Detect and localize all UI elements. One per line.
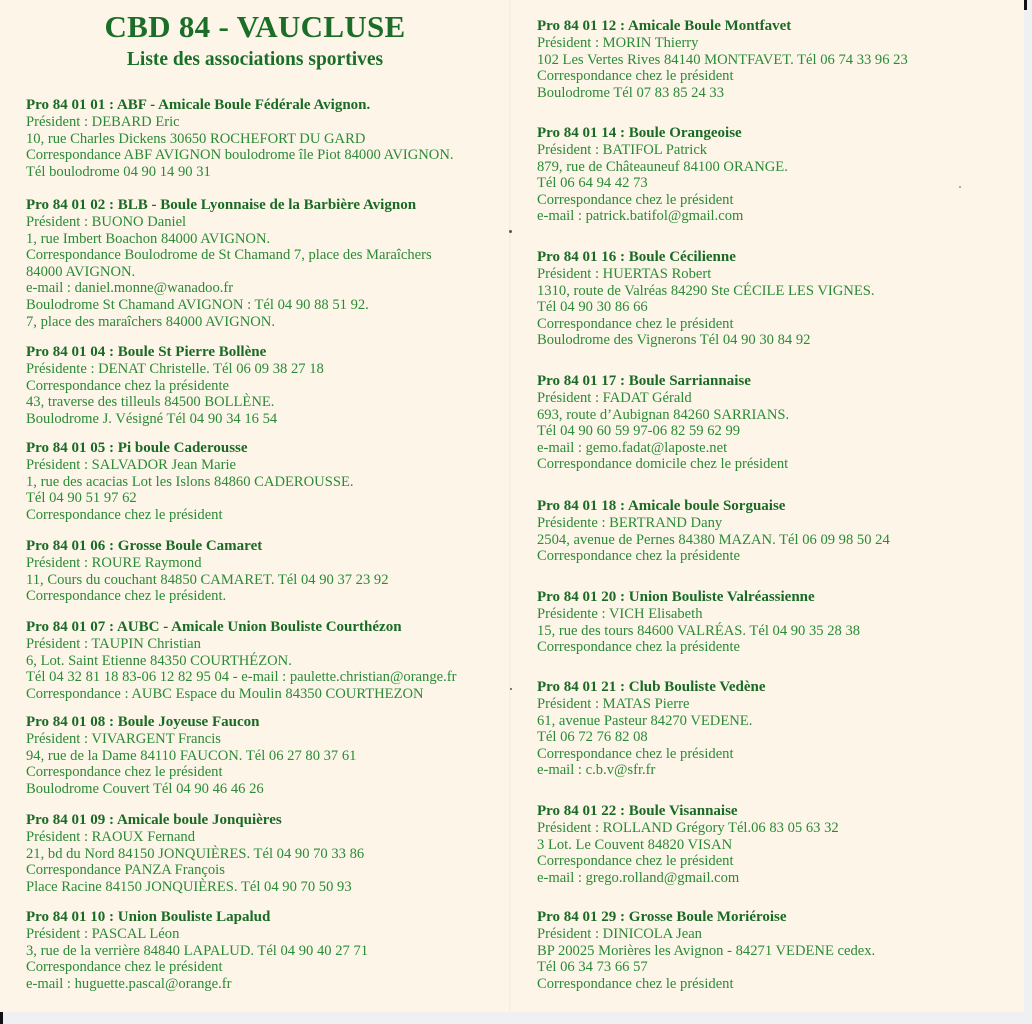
- association-title: Pro 84 01 22 : Boule Visannaise: [537, 803, 738, 819]
- page-subtitle: Liste des associations sportives: [126, 49, 384, 70]
- scan-speck: [509, 230, 512, 233]
- boulodrome-line: Boulodrome St Chamand AVIGNON : Tél 04 90 88 51 92.: [26, 296, 369, 313]
- phone-line: Tél 06 72 76 82 08: [537, 729, 648, 746]
- association-entry: [26, 909, 496, 992]
- association-entry: [537, 125, 1017, 225]
- association-entry: [537, 373, 1017, 473]
- address-line: Place Racine 84150 JONQUIÈRES. Tél 04 90 70 50 93: [26, 878, 352, 895]
- president-line: Président : MORIN Thierry: [537, 35, 699, 51]
- association-entry: [26, 97, 496, 180]
- phone-line: Tél 04 90 60 59 97-06 82 59 62 99: [537, 423, 741, 440]
- scan-edge-mark: [1024, 0, 1027, 10]
- association-entry: [537, 249, 1017, 349]
- correspondence-line: Correspondance chez le président: [537, 853, 734, 870]
- association-title: Pro 84 01 18 : Amicale boule Sorguaise: [537, 498, 786, 514]
- association-title: Pro 84 01 05 : Pi boule Caderousse: [26, 440, 248, 456]
- association-entry: [537, 803, 1017, 886]
- association-title: Pro 84 01 21 : Club Bouliste Vedène: [537, 679, 766, 695]
- correspondence-line: Correspondance chez la présidente: [26, 377, 230, 394]
- center-fold: [509, 0, 511, 1012]
- president-line: Président : RAOUX Fernand: [26, 829, 196, 845]
- address-line: 3, rue de la verrière 84840 LAPALUD. Tél 04 90 40 27 71: [26, 942, 369, 959]
- email-line: e-mail : grego.rolland@gmail.com: [537, 869, 740, 886]
- address-line: 102 Les Vertes Rives 84140 MONTFAVET. Tél 06 74 33 96 23: [537, 51, 908, 68]
- association-entry: [537, 589, 1017, 656]
- association-title: Pro 84 01 02 : BLB - Boule Lyonnaise de la Barbière Avignon: [26, 197, 417, 213]
- association-entry: [537, 679, 1017, 779]
- president-line: Président : MATAS Pierre: [537, 696, 690, 712]
- address-line: 879, rue de Châteauneuf 84100 ORANGE.: [537, 158, 788, 175]
- correspondence-line: Correspondance chez le président: [26, 959, 223, 976]
- president-line: Président : TAUPIN Christian: [26, 636, 201, 652]
- association-title: Pro 84 01 12 : Amicale Boule Montfavet: [537, 18, 792, 34]
- address-line: BP 20025 Morières les Avignon - 84271 VEDENE cedex.: [537, 942, 876, 959]
- email-line: e-mail : daniel.monne@wanadoo.fr: [26, 280, 234, 297]
- association-entry: [537, 909, 1017, 992]
- phone-line: Tél 04 90 51 97 62: [26, 490, 137, 507]
- address-line: 6, Lot. Saint Etienne 84350 COURTHÉZON.: [26, 652, 292, 669]
- address-line: 21, bd du Nord 84150 JONQUIÈRES. Tél 04 90 70 33 86: [26, 845, 365, 862]
- email-line: e-mail : patrick.batifol@gmail.com: [537, 208, 744, 225]
- boulodrome-line: Boulodrome J. Vésigné Tél 04 90 34 16 54: [26, 410, 278, 427]
- page-header: [0, 8, 510, 73]
- association-title: Pro 84 01 20 : Union Bouliste Valréassienne: [537, 589, 815, 605]
- address-line: 10, rue Charles Dickens 30650 ROCHEFORT DU GARD: [26, 130, 366, 147]
- correspondence-line: Correspondance chez le président: [537, 745, 734, 762]
- phone-line: Tél 04 90 30 86 66: [537, 299, 648, 316]
- correspondence-line: Correspondance chez le président: [537, 191, 734, 208]
- president-line: Présidente : BERTRAND Dany: [537, 515, 723, 531]
- page-title: CBD 84 - VAUCLUSE: [104, 9, 406, 44]
- association-entry: [26, 344, 496, 427]
- president-line: Président : DINICOLA Jean: [537, 926, 702, 942]
- address-line: 43, traverse des tilleuls 84500 BOLLÈNE.: [26, 394, 275, 411]
- president-line: Président : PASCAL Léon: [26, 926, 180, 942]
- president-line: Président : ROURE Raymond: [26, 555, 202, 571]
- association-title: Pro 84 01 10 : Union Bouliste Lapalud: [26, 909, 271, 925]
- president-line: Président : SALVADOR Jean Marie: [26, 457, 236, 473]
- association-title: Pro 84 01 04 : Boule St Pierre Bollène: [26, 344, 267, 360]
- correspondence-line: Correspondance : AUBC Espace du Moulin 84350 COURTHEZON: [26, 685, 424, 702]
- association-entry: [26, 197, 496, 330]
- address-line: 2504, avenue de Pernes 84380 MAZAN. Tél 06 09 98 50 24: [537, 531, 890, 548]
- email-line: e-mail : gemo.fadat@laposte.net: [537, 439, 728, 456]
- association-entry: [26, 538, 496, 605]
- association-title: Pro 84 01 06 : Grosse Boule Camaret: [26, 538, 263, 554]
- address-line: 1, rue Imbert Boachon 84000 AVIGNON.: [26, 230, 271, 247]
- president-line: Président : FADAT Gérald: [537, 390, 692, 406]
- email-line: e-mail : huguette.pascal@orange.fr: [26, 975, 232, 992]
- president-line: Président : ROLLAND Grégory Tél.06 83 05 63 32: [537, 820, 839, 836]
- association-title: Pro 84 01 09 : Amicale boule Jonquières: [26, 812, 282, 828]
- association-title: Pro 84 01 01 : ABF - Amicale Boule Fédérale Avignon.: [26, 97, 371, 113]
- president-line: Président : BUONO Daniel: [26, 214, 187, 230]
- association-title: Pro 84 01 17 : Boule Sarriannaise: [537, 373, 751, 389]
- president-line: Présidente : DENAT Christelle. Tél 06 09 38 27 18: [26, 361, 324, 377]
- correspondence-line: Correspondance ABF AVIGNON boulodrome île Piot 84000 AVIGNON.: [26, 147, 454, 164]
- correspondence-line: Correspondance chez le président: [537, 315, 734, 332]
- phone-email-line: Tél 04 32 81 18 83-06 12 82 95 04 - e-mail : paulette.christian@orange.fr: [26, 669, 457, 686]
- correspondence-line: Correspondance chez la présidente: [537, 639, 741, 656]
- correspondence-line: Correspondance domicile chez le président: [537, 456, 789, 473]
- president-line: Président : HUERTAS Robert: [537, 266, 712, 282]
- correspondence-line: Correspondance chez le président: [26, 764, 223, 781]
- phone-line: Tél 06 34 73 66 57: [537, 959, 648, 976]
- email-line: e-mail : c.b.v@sfr.fr: [537, 762, 656, 779]
- association-entry: [537, 18, 1017, 101]
- address-line: 11, Cours du couchant 84850 CAMARET. Tél 04 90 37 23 92: [26, 571, 389, 588]
- association-title: Pro 84 01 07 : AUBC - Amicale Union Bouliste Courthézon: [26, 619, 402, 635]
- address-line: 61, avenue Pasteur 84270 VEDENE.: [537, 712, 753, 729]
- association-title: Pro 84 01 08 : Boule Joyeuse Faucon: [26, 714, 260, 730]
- address-line: 7, place des maraîchers 84000 AVIGNON.: [26, 313, 275, 330]
- association-entry: [26, 619, 496, 702]
- association-entry: [26, 440, 496, 523]
- president-line: Président : DEBARD Eric: [26, 114, 180, 130]
- correspondence-line: Correspondance chez la présidente: [537, 548, 741, 565]
- association-title: Pro 84 01 16 : Boule Cécilienne: [537, 249, 736, 265]
- boulodrome-line: Boulodrome Tél 07 83 85 24 33: [537, 84, 725, 101]
- scan-edge-mark: [0, 1012, 3, 1024]
- association-entry: [537, 498, 1017, 565]
- phone-line: Tél boulodrome 04 90 14 90 31: [26, 163, 211, 180]
- association-title: Pro 84 01 29 : Grosse Boule Moriéroise: [537, 909, 787, 925]
- address-line: 1, rue des acacias Lot les Islons 84860 CADEROUSSE.: [26, 473, 354, 490]
- scan-speck: [510, 688, 512, 690]
- boulodrome-line: Boulodrome Couvert Tél 04 90 46 46 26: [26, 780, 264, 797]
- correspondence-line: Correspondance chez le président: [537, 68, 734, 85]
- association-title: Pro 84 01 14 : Boule Orangeoise: [537, 125, 742, 141]
- address-line: 84000 AVIGNON.: [26, 263, 136, 280]
- address-line: 693, route d’Aubignan 84260 SARRIANS.: [537, 406, 790, 423]
- address-line: 3 Lot. Le Couvent 84820 VISAN: [537, 836, 733, 853]
- association-entry: [26, 714, 496, 797]
- correspondence-line: Correspondance PANZA François: [26, 862, 225, 879]
- address-line: 15, rue des tours 84600 VALRÉAS. Tél 04 90 35 28 38: [537, 622, 861, 639]
- correspondence-line: Correspondance chez le président.: [26, 588, 227, 605]
- president-line: Présidente : VICH Elisabeth: [537, 606, 703, 622]
- correspondence-line: Correspondance chez le président: [537, 975, 734, 992]
- boulodrome-line: Boulodrome des Vignerons Tél 04 90 30 84 92: [537, 332, 811, 349]
- correspondence-line: Correspondance Boulodrome de St Chamand 7, place des Maraîchers: [26, 247, 432, 264]
- president-line: Président : VIVARGENT Francis: [26, 731, 221, 747]
- association-entry: [26, 812, 496, 895]
- correspondence-line: Correspondance chez le président: [26, 506, 223, 523]
- president-line: Président : BATIFOL Patrick: [537, 142, 708, 158]
- address-line: 94, rue de la Dame 84110 FAUCON. Tél 06 27 80 37 61: [26, 747, 357, 764]
- address-line: 1310, route de Valréas 84290 Ste CÉCILE LES VIGNES.: [537, 282, 875, 299]
- phone-line: Tél 06 64 94 42 73: [537, 175, 648, 192]
